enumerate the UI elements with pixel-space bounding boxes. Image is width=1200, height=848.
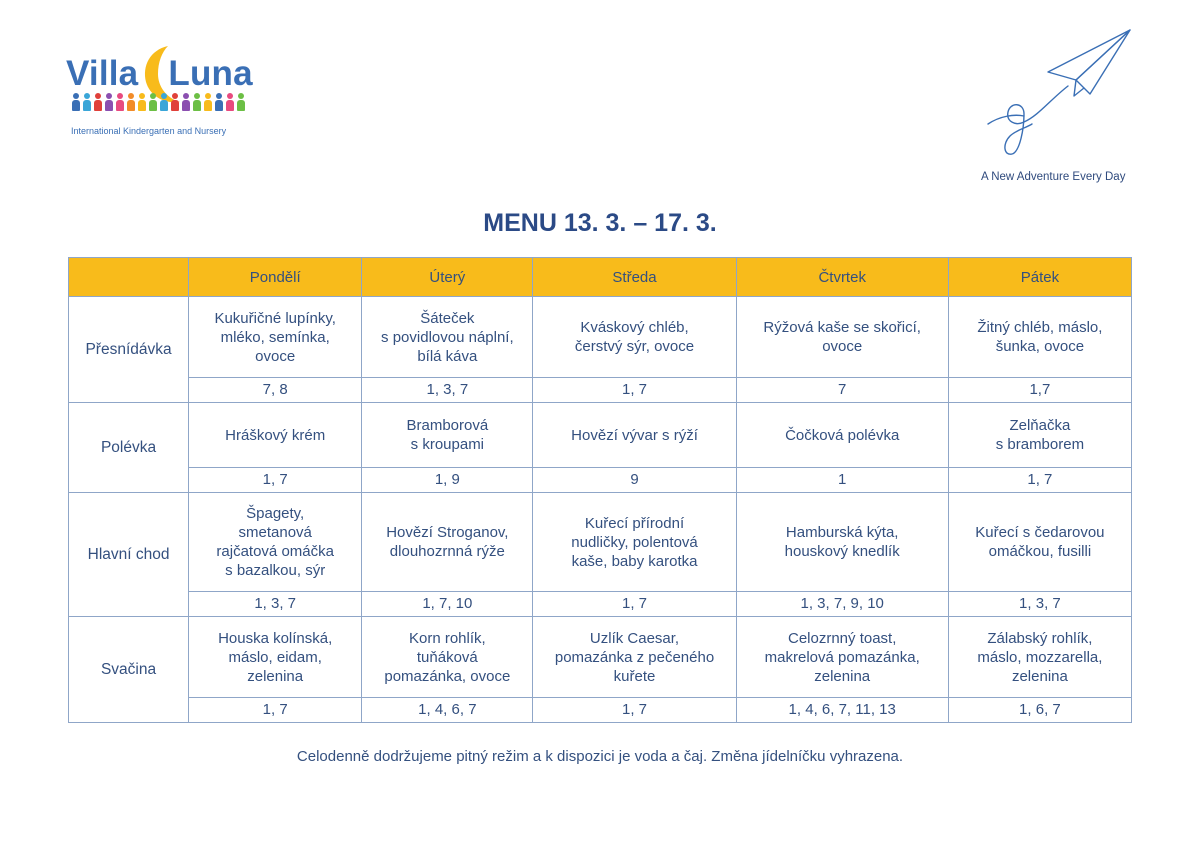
dish-cell: Zálabský rohlík, máslo, mozzarella, zelenina — [948, 617, 1131, 698]
table-row — [69, 617, 1132, 698]
allergen-cell: 1, 4, 6, 7 — [362, 698, 533, 723]
child-figure-icon — [214, 93, 224, 112]
day-header-monday: Pondělí — [189, 258, 362, 297]
dish-cell: Zelňačka s bramborem — [948, 403, 1131, 468]
allergen-cell: 1, 7 — [189, 698, 362, 723]
allergen-cell: 1, 9 — [362, 468, 533, 493]
allergen-row — [69, 698, 1132, 723]
table-row — [69, 493, 1132, 592]
allergen-cell: 1, 3, 7 — [948, 592, 1131, 617]
dish-cell: Hovězí vývar s rýží — [533, 403, 736, 468]
allergen-cell: 1, 3, 7 — [362, 378, 533, 403]
child-figure-icon — [137, 93, 147, 112]
dish-cell: Celozrnný toast, makrelová pomazánka, zelenina — [736, 617, 948, 698]
child-figure-icon — [104, 93, 114, 112]
allergen-cell: 1, 7 — [948, 468, 1131, 493]
dish-cell: Kukuřičné lupínky, mléko, semínka, ovoce — [189, 297, 362, 378]
child-figure-icon — [225, 93, 235, 112]
dish-cell: Šáteček s povidlovou náplní, bílá káva — [362, 297, 533, 378]
dish-cell: Kváskový chléb, čerstvý sýr, ovoce — [533, 297, 736, 378]
child-figure-icon — [159, 93, 169, 112]
corner-cell — [69, 258, 189, 297]
allergen-cell: 1,7 — [948, 378, 1131, 403]
dish-cell: Kuřecí přírodní nudličky, polentová kaše, baby karotka — [533, 493, 736, 592]
allergen-row — [69, 468, 1132, 493]
allergen-cell: 1, 7 — [533, 698, 736, 723]
dish-cell: Hovězí Stroganov, dlouhozrnná rýže — [362, 493, 533, 592]
allergen-cell: 7 — [736, 378, 948, 403]
meal-category: Svačina — [69, 617, 189, 723]
slogan: A New Adventure Every Day — [981, 171, 1126, 183]
day-header-wednesday: Středa — [533, 258, 736, 297]
weekly-menu-table — [68, 257, 1132, 723]
child-figure-icon — [71, 93, 81, 112]
meal-category: Hlavní chod — [69, 493, 189, 617]
table-row — [69, 403, 1132, 468]
child-figure-icon — [236, 93, 246, 112]
meal-category: Polévka — [69, 403, 189, 493]
day-header-thursday: Čtvrtek — [736, 258, 948, 297]
allergen-cell: 1, 7 — [533, 378, 736, 403]
dish-cell: Hamburská kýta, houskový knedlík — [736, 493, 948, 592]
allergen-cell: 9 — [533, 468, 736, 493]
footer-note: Celodenně dodržujeme pitný režim a k dispozici je voda a čaj. Změna jídelníčku vyhrazena. — [296, 748, 904, 765]
logo-children-figures — [71, 93, 246, 112]
child-figure-icon — [203, 93, 213, 112]
paper-plane-icon — [980, 28, 1140, 163]
logo-wordmark: Villa Luna — [66, 54, 253, 93]
table-row — [69, 297, 1132, 378]
allergen-cell: 7, 8 — [189, 378, 362, 403]
dish-cell: Hráškový krém — [189, 403, 362, 468]
day-header-tuesday: Úterý — [362, 258, 533, 297]
allergen-row — [69, 378, 1132, 403]
allergen-cell: 1 — [736, 468, 948, 493]
allergen-cell: 1, 7 — [189, 468, 362, 493]
page-title: MENU 13. 3. – 17. 3. — [483, 209, 717, 237]
child-figure-icon — [170, 93, 180, 112]
dish-cell: Houska kolínská, máslo, eidam, zelenina — [189, 617, 362, 698]
child-figure-icon — [148, 93, 158, 112]
meal-category: Přesnídávka — [69, 297, 189, 403]
villa-luna-logo — [66, 44, 253, 140]
allergen-row — [69, 592, 1132, 617]
child-figure-icon — [82, 93, 92, 112]
dish-cell: Uzlík Caesar, pomazánka z pečeného kuřete — [533, 617, 736, 698]
allergen-cell: 1, 7, 10 — [362, 592, 533, 617]
dish-cell: Žitný chléb, máslo, šunka, ovoce — [948, 297, 1131, 378]
dish-cell: Špagety, smetanová rajčatová omáčka s bazalkou, sýr — [189, 493, 362, 592]
allergen-cell: 1, 3, 7, 9, 10 — [736, 592, 948, 617]
dish-cell: Kuřecí s čedarovou omáčkou, fusilli — [948, 493, 1131, 592]
child-figure-icon — [192, 93, 202, 112]
child-figure-icon — [126, 93, 136, 112]
dish-cell: Korn rohlík, tuňáková pomazánka, ovoce — [362, 617, 533, 698]
child-figure-icon — [181, 93, 191, 112]
dish-cell: Čočková polévka — [736, 403, 948, 468]
allergen-cell: 1, 3, 7 — [189, 592, 362, 617]
table-header-row — [69, 258, 1132, 297]
dish-cell: Bramborová s kroupami — [362, 403, 533, 468]
dish-cell: Rýžová kaše se skořicí, ovoce — [736, 297, 948, 378]
allergen-cell: 1, 4, 6, 7, 11, 13 — [736, 698, 948, 723]
day-header-friday: Pátek — [948, 258, 1131, 297]
allergen-cell: 1, 7 — [533, 592, 736, 617]
logo-tagline: International Kindergarten and Nursery — [71, 126, 227, 136]
child-figure-icon — [115, 93, 125, 112]
allergen-cell: 1, 6, 7 — [948, 698, 1131, 723]
child-figure-icon — [93, 93, 103, 112]
